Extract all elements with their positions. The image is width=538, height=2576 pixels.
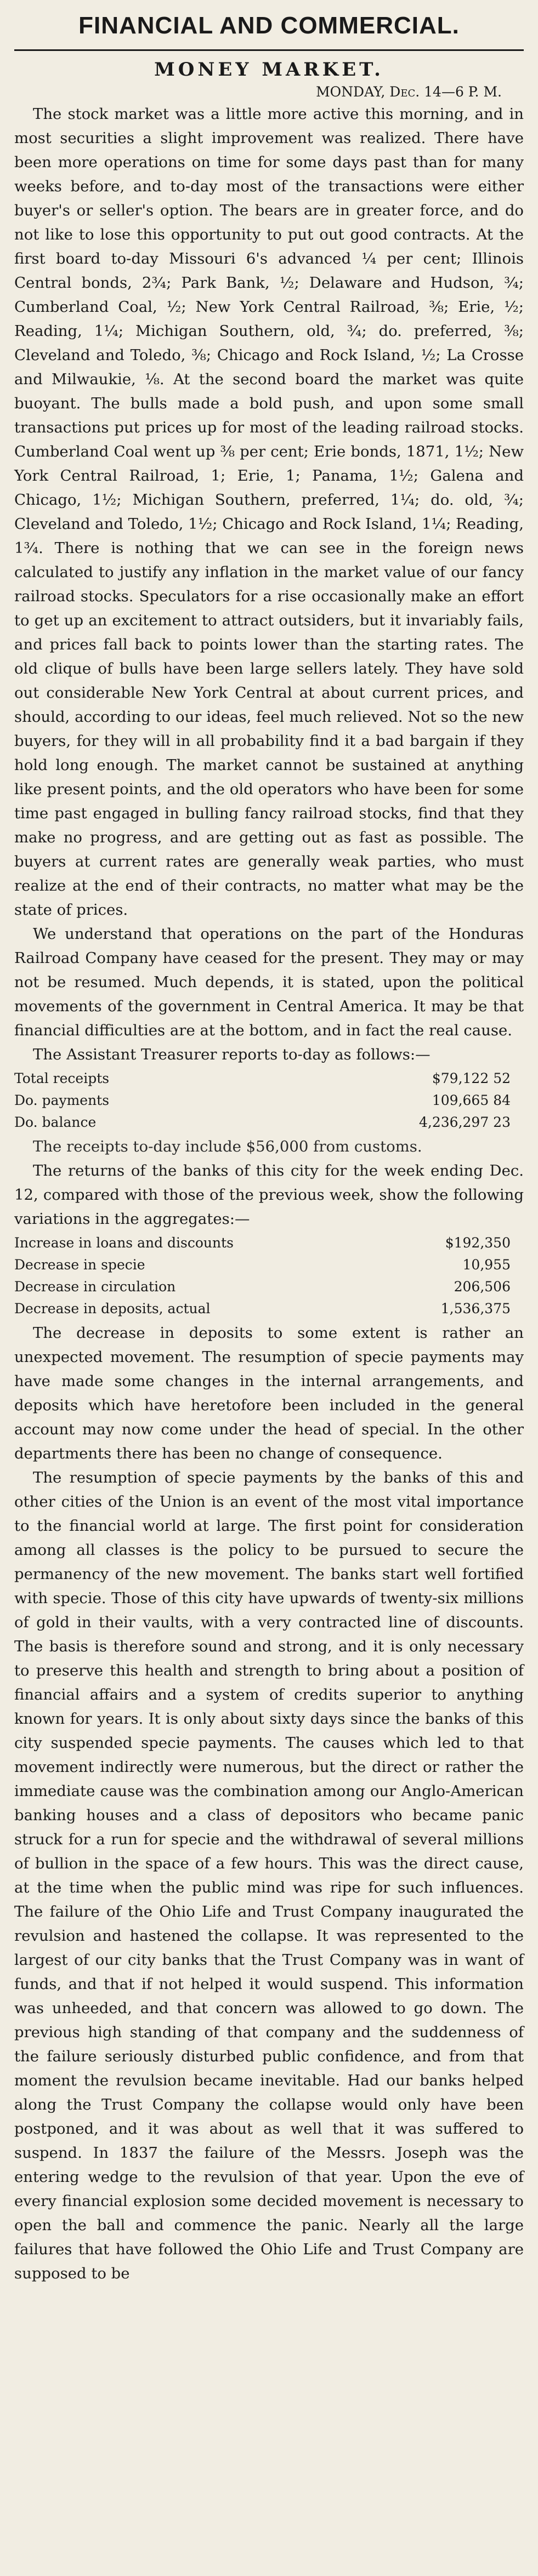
paragraph-deposits: The decrease in deposits to some extent is rather an unexpected movement. The resumption of specie payments may have made some changes in the internal arrangements, and deposits which have heretofore been included in the general account may now come under the head of special. In the other departments there has been no change of consequence. [14,1324,524,1462]
customs-note: The receipts to-day include $56,000 from customs. [33,1138,422,1155]
treasurer-table [14,1068,524,1133]
row-label: Decrease in deposits, actual [14,1301,211,1317]
row-value: $79,122 52 [432,1070,511,1086]
bank-returns-table [14,1232,524,1320]
row-label: Do. balance [14,1114,97,1130]
row-value: 109,665 84 [432,1092,511,1108]
row-value: 206,506 [454,1279,511,1295]
table-row [14,1254,524,1276]
table-row [14,1298,524,1320]
row-value: 1,536,375 [440,1301,511,1317]
row-label: Do. payments [14,1092,110,1108]
paragraph-honduras: We understand that operations on the part of the Honduras Railroad Company have ceased for the present. They may or may not be resumed. Much depends, it is stated, upon the political movements of the government in Central America. It may be that financial difficulties are at the bottom, and in fact the real cause. [14,925,524,1039]
treasurer-intro: The Assistant Treasurer reports to-day as follows:— [33,1046,431,1063]
dateline: MONDAY, Dec. 14—6 P. M. [316,84,502,100]
paragraph-stock-market: The stock market was a little more active this morning, and in most securities a slight improvement was realized. There have been more operations on time for some days past than for many weeks before, and to-day most of the transactions were either buyer's or seller's option. The bears are in greater force, and do not like to lose this opportunity to put out good contracts. At the first board to-day Missouri 6's advanced ¼ per cent; Illinois Central bonds, 2¾; Park Bank, ½; Delaware and Hudson, ¾; Cumberland Coal, ½; New York Central Railroad, ⅜; Erie, ½; Reading, 1¼; Michigan Southern, old, ¾; do. preferred, ⅜; Cleveland and Toledo, ⅜; Chicago and Rock Island, ½; La Crosse and Milwaukie, ⅛. At the second board the market was quite buoyant. The bulls made a bold push, and upon some small transactions put prices up for most of the leading railroad stocks. Cumberland Coal went up ⅜ per cent; Erie bonds, 1871, 1½; New York Central Railroad, 1; Erie, 1; Panama, 1½; Galena and Chicago, 1½; Michigan Southern, preferred, 1¼; do. old, ¾; Cleveland and Toledo, 1½; Chicago and Rock Island, 1¼; Reading, 1¾. There is nothing that we can see in the foreign news calculated to justify any inflation in the market value of our fancy railroad stocks. Speculators for a rise occasionally make an effort to get up an excitement to attract outsiders, but it invariably fails, and prices fall back to points lower than the starting rates. The old clique of bulls have been large sellers lately. They have sold out considerable New York Central at about current prices, and should, according to our ideas, feel much relieved. Not so the new buyers, for they will in all probability find it a bad bargain if they hold long enough. The market cannot be sustained at anything like present points, and the old operators who have been for some time past engaged in bulling fancy railroad stocks, find that they make no progress, and are getting out as fast as possible. The buyers at current rates are generally weak parties, who must realize at the end of their contracts, no matter what may be the state of prices. [14,105,524,919]
row-label: Decrease in circulation [14,1279,176,1295]
table-row [14,1112,524,1133]
masthead-rule [14,49,524,51]
row-label: Decrease in specie [14,1257,145,1273]
row-label: Increase in loans and discounts [14,1235,234,1251]
banks-intro: The returns of the banks of this city for the week ending Dec. 12, compared with those of the previous week, show the following variations in the aggregates:— [14,1162,524,1228]
section-masthead: FINANCIAL AND COMMERCIAL. [78,12,460,39]
row-label: Total receipts [14,1070,110,1086]
row-value: 10,955 [462,1257,511,1273]
table-row [14,1090,524,1112]
table-row [14,1068,524,1090]
article-title: MONEY MARKET. [154,59,384,81]
table-row [14,1232,524,1254]
table-row [14,1276,524,1298]
row-value: 4,236,297 23 [419,1114,511,1130]
paragraph-specie-resumption: The resumption of specie payments by the banks of this and other cities of the Union is an event of the most vital importance to the financial world at large. The first point for consideration among all classes is the policy to be pursued to secure the permanency of the new movement. The banks start well fortified with specie. Those of this city have upwards of twenty-six millions of gold in their vaults, with a very contracted line of discounts. The basis is therefore sound and strong, and it is only necessary to preserve this health and strength to bring about a position of financial affairs and a system of credits superior to anything known for years. It is only about sixty days since the banks of this city suspended specie payments. The causes which led to that movement indirectly were numerous, but the direct or rather the immediate cause was the combination among our Anglo-American banking houses and a class of depositors who became panic struck for a run for specie and the withdrawal of several millions of bullion in the space of a few hours. This was the direct cause, at the time when the public mind was ripe for such influences. The failure of the Ohio Life and Trust Company inaugurated the revulsion and hastened the collapse. It was represented to the largest of our city banks that the Trust Company was in want of funds, and that if not helped it would suspend. This information was unheeded, and that concern was allowed to go down. The previous high standing of that company and the suddenness of the failure seriously disturbed public confidence, and from that moment the revulsion became inevitable. Had our banks helped along the Trust Company the collapse would only have been postponed, and it was about as well that it was suffered to suspend. In 1837 the failure of the Messrs. Joseph was the entering wedge to the revulsion of that year. Upon the eve of every financial explosion some decided movement is necessary to open the ball and commence the panic. Nearly all the large failures that have followed the Ohio Life and Trust Company are supposed to be [14,1469,524,2282]
row-value: $192,350 [445,1235,511,1251]
